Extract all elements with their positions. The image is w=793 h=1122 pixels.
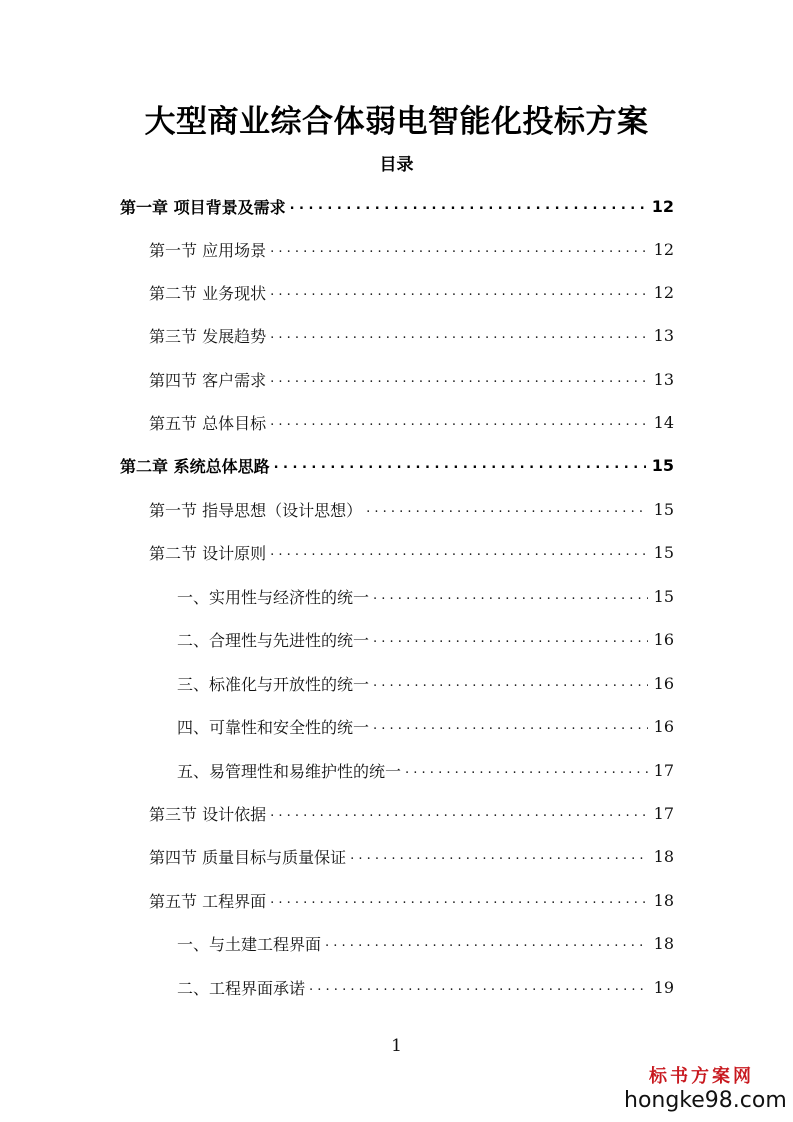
watermark-chinese-text: 标书方案网 xyxy=(649,1066,754,1087)
toc-dot-leader xyxy=(350,843,648,869)
toc-entry-label: 第五节 总体目标 xyxy=(149,411,270,434)
toc-entry-page: 12 xyxy=(653,282,674,302)
toc-dot-leader xyxy=(373,670,648,696)
toc-entry-page: 16 xyxy=(653,629,674,649)
toc-dot-leader xyxy=(290,193,646,219)
toc-entry-subsection[interactable] xyxy=(177,626,674,652)
toc-dot-leader xyxy=(373,626,648,652)
toc-entry-label: 第四节 客户需求 xyxy=(149,368,270,391)
toc-entry-page: 16 xyxy=(653,716,674,736)
toc-entry-page: 17 xyxy=(653,760,674,780)
toc-entry-label: 三、标准化与开放性的统一 xyxy=(177,672,373,695)
page-number: 1 xyxy=(391,1036,402,1056)
toc-entry-page: 15 xyxy=(653,542,674,562)
toc-dot-leader xyxy=(373,583,648,609)
toc-dot-leader xyxy=(274,452,646,478)
toc-entry-label: 第三节 设计依据 xyxy=(149,802,270,825)
toc-dot-leader xyxy=(405,757,648,783)
toc-entry-label: 二、工程界面承诺 xyxy=(177,976,309,999)
toc-entry-page: 15 xyxy=(651,455,674,475)
toc-entry-section[interactable] xyxy=(149,279,674,305)
toc-entry-label: 第一章 项目背景及需求 xyxy=(120,195,290,218)
toc-dot-leader xyxy=(270,236,648,262)
toc-entry-section[interactable] xyxy=(149,887,674,913)
toc-dot-leader xyxy=(270,279,648,305)
toc-entry-label: 第一节 应用场景 xyxy=(149,238,270,261)
toc-entry-section[interactable] xyxy=(149,800,674,826)
toc-entry-page: 13 xyxy=(653,369,674,389)
toc-entry-subsection[interactable] xyxy=(177,583,674,609)
toc-entry-page: 18 xyxy=(653,890,674,910)
toc-entry-chapter-2[interactable] xyxy=(120,452,674,478)
toc-entry-section[interactable] xyxy=(149,843,674,869)
toc-entry-label: 第一节 指导思想（设计思想） xyxy=(149,498,366,521)
toc-entry-label: 五、易管理性和易维护性的统一 xyxy=(177,759,405,782)
toc-entry-page: 15 xyxy=(653,499,674,519)
toc-dot-leader xyxy=(270,409,648,435)
toc-entry-label: 四、可靠性和安全性的统一 xyxy=(177,715,373,738)
toc-entry-page: 18 xyxy=(653,846,674,866)
toc-dot-leader xyxy=(373,713,648,739)
toc-entry-page: 13 xyxy=(653,325,674,345)
toc-dot-leader xyxy=(270,539,648,565)
toc-entry-page: 16 xyxy=(653,673,674,693)
toc-entry-label: 一、实用性与经济性的统一 xyxy=(177,585,373,608)
toc-entry-label: 第二节 业务现状 xyxy=(149,281,270,304)
toc-entry-page: 18 xyxy=(653,933,674,953)
watermark-logo xyxy=(624,1066,787,1114)
toc-entry-section[interactable] xyxy=(149,322,674,348)
toc-entry-subsection[interactable] xyxy=(177,713,674,739)
toc-entry-subsection[interactable] xyxy=(177,930,674,956)
toc-entry-label: 第五节 工程界面 xyxy=(149,889,270,912)
toc-entry-section[interactable] xyxy=(149,539,674,565)
toc-dot-leader xyxy=(366,496,648,522)
toc-entry-label: 一、与土建工程界面 xyxy=(177,932,325,955)
toc-entry-page: 12 xyxy=(653,239,674,259)
toc-entry-label: 第四节 质量目标与质量保证 xyxy=(149,845,350,868)
document-title: 大型商业综合体弱电智能化投标方案 xyxy=(144,104,649,140)
toc-entry-chapter-1[interactable] xyxy=(120,193,674,219)
toc-entry-section[interactable] xyxy=(149,366,674,392)
toc-dot-leader xyxy=(309,974,648,1000)
toc-entry-subsection[interactable] xyxy=(177,670,674,696)
toc-dot-leader xyxy=(270,322,648,348)
toc-entry-page: 17 xyxy=(653,803,674,823)
toc-heading: 目录 xyxy=(379,155,414,175)
toc-entry-section[interactable] xyxy=(149,236,674,262)
toc-entry-page: 12 xyxy=(651,196,674,216)
toc-entry-section[interactable] xyxy=(149,409,674,435)
toc-entry-subsection[interactable] xyxy=(177,757,674,783)
toc-entry-label: 第三节 发展趋势 xyxy=(149,324,270,347)
watermark-url: hongke98.com xyxy=(624,1088,787,1113)
toc-entry-section[interactable] xyxy=(149,496,674,522)
toc-dot-leader xyxy=(325,930,648,956)
toc-entry-page: 14 xyxy=(653,412,674,432)
toc-entry-subsection[interactable] xyxy=(177,974,674,1000)
toc-entry-page: 15 xyxy=(653,586,674,606)
toc-dot-leader xyxy=(270,366,648,392)
toc-entry-label: 二、合理性与先进性的统一 xyxy=(177,628,373,651)
toc-dot-leader xyxy=(270,887,648,913)
toc-entry-label: 第二节 设计原则 xyxy=(149,541,270,564)
toc-dot-leader xyxy=(270,800,648,826)
toc-entry-label: 第二章 系统总体思路 xyxy=(120,454,274,477)
toc-entry-page: 19 xyxy=(653,977,674,997)
